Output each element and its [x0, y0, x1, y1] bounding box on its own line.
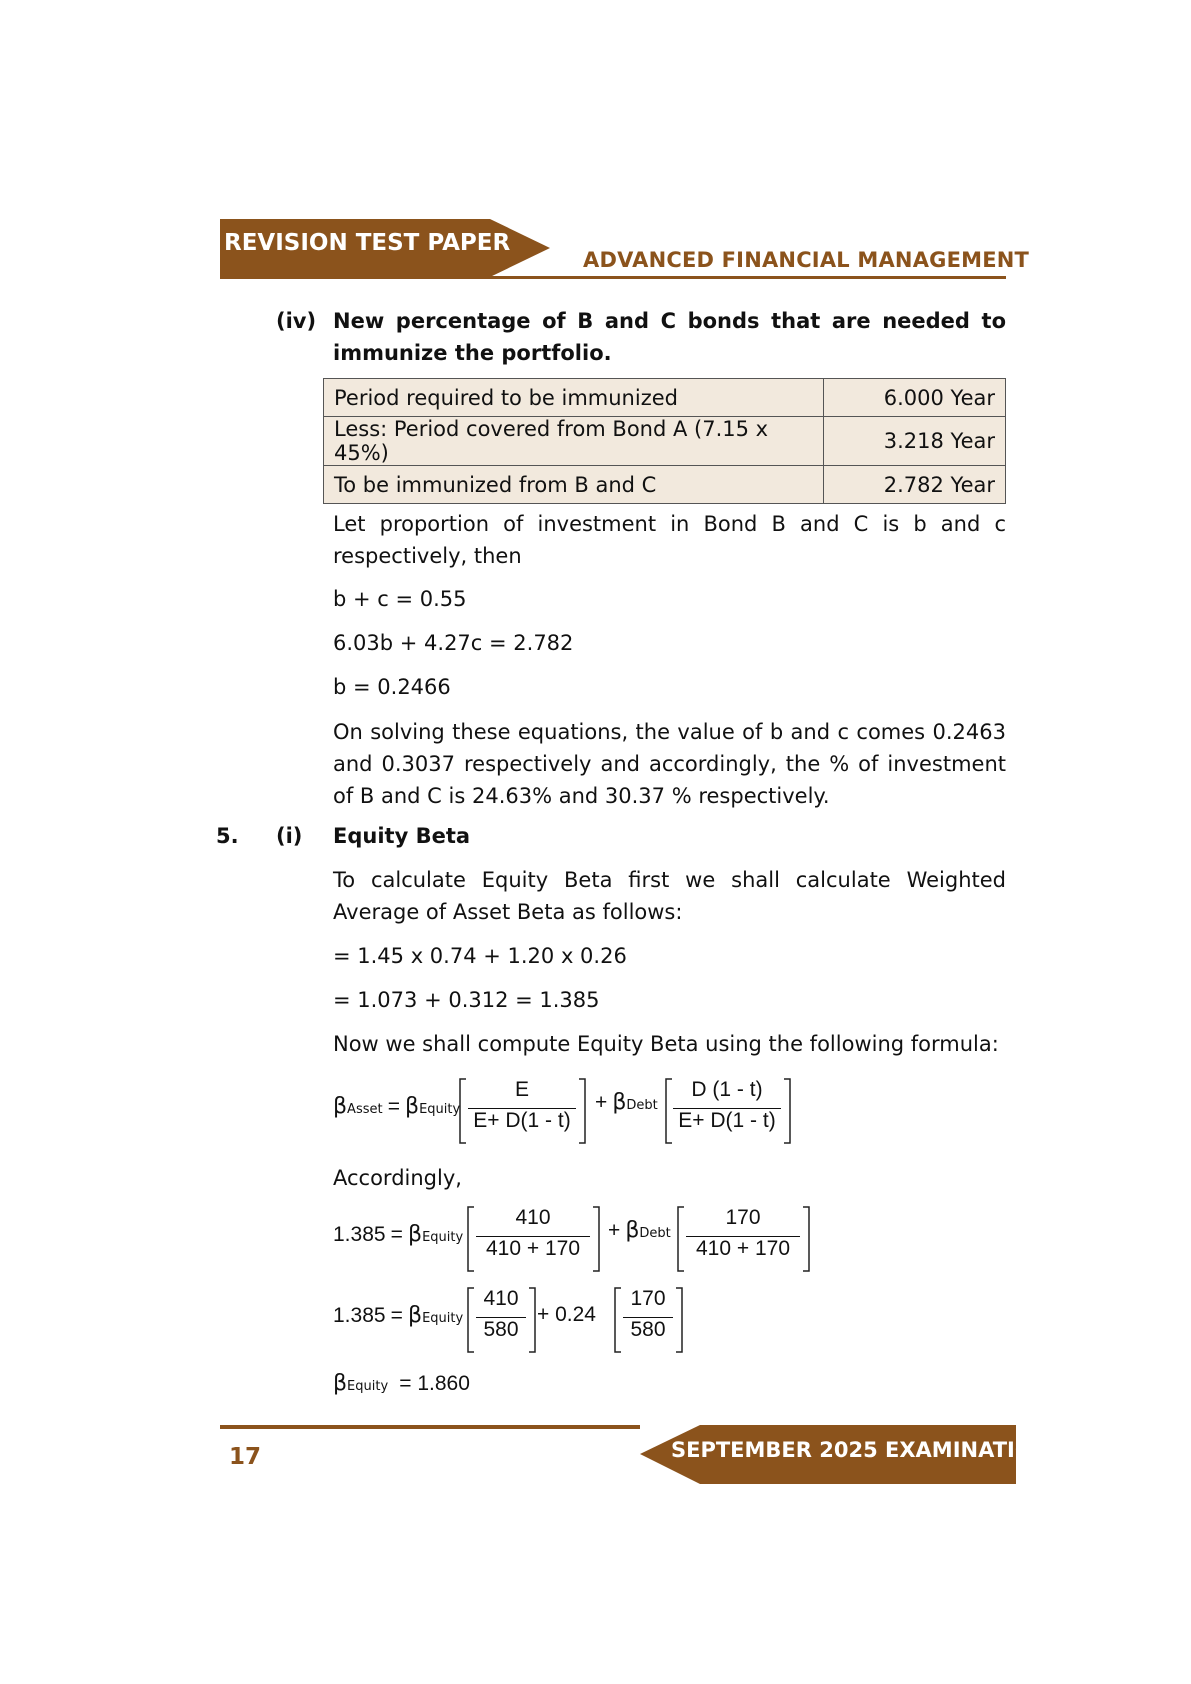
table-cell-value: 3.218 Year — [824, 417, 1006, 466]
beta-symbol: β — [333, 1094, 348, 1119]
equals-sign: = — [390, 1304, 403, 1327]
q4iv-eq3: b = 0.2466 — [333, 675, 451, 699]
equals-sign: = — [387, 1095, 400, 1118]
fraction-equity — [468, 1078, 576, 1133]
fraction — [476, 1287, 526, 1342]
beta-symbol: β — [405, 1094, 420, 1119]
lhs-value: 1.385 — [333, 1304, 386, 1327]
right-bracket — [801, 1206, 811, 1272]
equity-subscript: Equity — [419, 1102, 461, 1117]
denominator: E+ D(1 - t) — [673, 1108, 781, 1133]
q4iv-eq1: b + c = 0.55 — [333, 587, 467, 611]
denominator: 580 — [476, 1317, 526, 1342]
q5-label: (i) — [276, 824, 303, 848]
header-rule — [220, 276, 1006, 279]
immunization-table — [323, 378, 1006, 504]
page-number: 17 — [229, 1444, 262, 1470]
fraction — [686, 1206, 800, 1261]
debt-beta-value: + 0.24 — [537, 1303, 596, 1326]
left-bracket — [458, 1078, 468, 1144]
asset-subscript: Asset — [347, 1102, 383, 1117]
denominator: E+ D(1 - t) — [468, 1108, 576, 1133]
substitution-2 — [333, 1283, 733, 1353]
debt-subscript: Debt — [626, 1098, 658, 1113]
right-bracket — [782, 1078, 792, 1144]
plus-sign: + — [608, 1219, 621, 1242]
denominator: 410 + 170 — [686, 1236, 800, 1261]
beta-symbol: β — [408, 1222, 423, 1247]
q4iv-conclusion: On solving these equations, the value of b and c comes 0.2463 and 0.3037 respectively and accordingly, the % of investment of B and C is 24.63% and 30.37 % respectively. — [333, 720, 1006, 808]
right-bracket — [577, 1078, 587, 1144]
equity-subscript: Equity — [422, 1230, 464, 1245]
q4iv-heading: New percentage of B and C bonds that are needed to immunize the portfolio. — [333, 309, 1006, 365]
left-bracket — [613, 1287, 623, 1353]
left-bracket — [466, 1287, 476, 1353]
table-row — [324, 379, 1006, 417]
table-cell-value: 2.782 Year — [824, 466, 1006, 504]
numerator: 410 — [483, 1287, 519, 1310]
numerator: D (1 - t) — [691, 1078, 763, 1101]
beta-formula — [333, 1074, 803, 1144]
beta-symbol: β — [612, 1090, 627, 1115]
q5-formula-intro: Now we shall compute Equity Beta using the following formula: — [333, 1032, 999, 1056]
q5-number: 5. — [216, 824, 239, 848]
q5-intro: To calculate Equity Beta first we shall calculate Weighted Average of Asset Beta as follows: — [333, 868, 1006, 924]
equity-subscript: Equity — [422, 1311, 464, 1326]
numerator: 170 — [630, 1287, 666, 1310]
plus-sign: + — [595, 1091, 608, 1114]
fraction — [623, 1287, 673, 1342]
header-title: REVISION TEST PAPER — [224, 230, 511, 256]
denominator: 410 + 170 — [476, 1236, 590, 1261]
accordingly-text: Accordingly, — [333, 1166, 462, 1190]
table-cell-desc: Period required to be immunized — [324, 379, 824, 417]
table-row — [324, 466, 1006, 504]
q5-heading: Equity Beta — [333, 824, 471, 848]
right-bracket — [674, 1287, 684, 1353]
q4iv-eq2: 6.03b + 4.27c = 2.782 — [333, 631, 574, 655]
left-bracket — [466, 1206, 476, 1272]
result-value: = 1.860 — [399, 1372, 470, 1395]
numerator: 170 — [725, 1206, 761, 1229]
denominator: 580 — [623, 1317, 673, 1342]
numerator: E — [514, 1078, 529, 1101]
beta-symbol: β — [625, 1218, 640, 1243]
q4iv-label: (iv) — [276, 309, 317, 333]
numerator: 410 — [515, 1206, 551, 1229]
table-cell-desc: Less: Period covered from Bond A (7.15 x 45%) — [324, 417, 824, 466]
equals-sign: = — [390, 1223, 403, 1246]
q4iv-intro: Let proportion of investment in Bond B and C is b and c respectively, then — [333, 512, 1006, 568]
left-bracket — [676, 1206, 686, 1272]
equity-beta-result — [333, 1371, 470, 1396]
q5-calc2: = 1.073 + 0.312 = 1.385 — [333, 988, 600, 1012]
lhs-value: 1.385 — [333, 1223, 386, 1246]
fraction-debt — [673, 1078, 781, 1133]
table-cell-desc: To be immunized from B and C — [324, 466, 824, 504]
right-bracket — [527, 1287, 537, 1353]
header-subject: ADVANCED FINANCIAL MANAGEMENT — [583, 248, 1030, 272]
table-cell-value: 6.000 Year — [824, 379, 1006, 417]
fraction — [476, 1206, 590, 1261]
table-row — [324, 417, 1006, 466]
debt-subscript: Debt — [639, 1226, 671, 1241]
beta-symbol: β — [408, 1303, 423, 1328]
substitution-1 — [333, 1202, 833, 1272]
right-bracket — [591, 1206, 601, 1272]
footer-rule — [220, 1425, 640, 1429]
q5-calc1: = 1.45 x 0.74 + 1.20 x 0.26 — [333, 944, 627, 968]
footer-exam: SEPTEMBER 2025 EXAMINATION — [671, 1438, 1051, 1462]
beta-symbol: β — [333, 1371, 348, 1396]
equity-subscript: Equity — [347, 1379, 389, 1394]
